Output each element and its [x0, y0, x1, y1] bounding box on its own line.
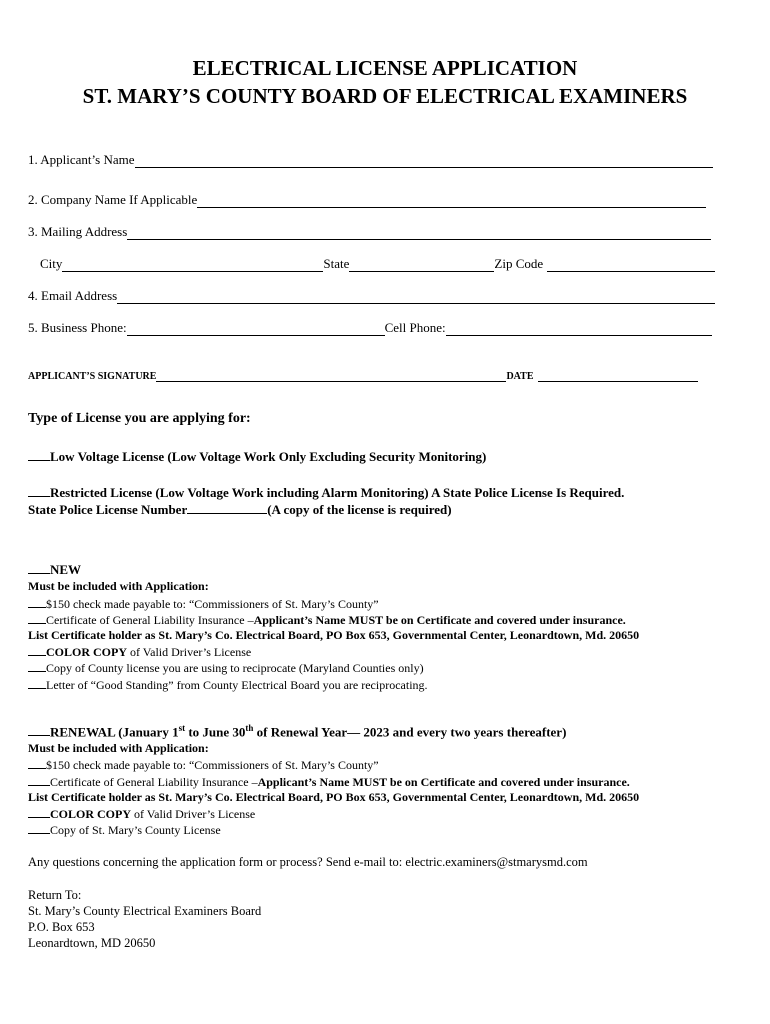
renewal-checkbox[interactable] [28, 724, 50, 736]
new-item-insurance-checkbox[interactable] [28, 612, 46, 624]
renewal-heading-part3: of Renewal Year— 2023 and every two years thereafter) [253, 724, 567, 740]
mailing-address-label: 3. Mailing Address [28, 224, 128, 239]
date-field[interactable] [538, 367, 698, 382]
date-label: DATE [506, 371, 534, 382]
cell-phone-label: Cell Phone: [384, 320, 446, 335]
new-item-good-standing-checkbox[interactable] [28, 677, 46, 689]
document-subtitle: ST. MARY’S COUNTY BOARD OF ELECTRICAL EXAMINERS [82, 84, 688, 108]
restricted-option [28, 485, 624, 501]
email-field[interactable] [117, 289, 715, 304]
renewal-item-check-label: $150 check made payable to: “Commissioners of St. Mary’s County” [46, 758, 379, 772]
email-row [28, 286, 715, 304]
new-item-check [28, 596, 379, 612]
mailing-address-field[interactable] [127, 225, 711, 240]
zip-field[interactable] [547, 257, 715, 272]
business-phone-field[interactable] [127, 321, 385, 336]
state-police-license-row [28, 502, 452, 518]
renewal-item-license [28, 806, 255, 822]
signature-label: APPLICANT’S SIGNATURE [28, 371, 157, 382]
renewal-sup-st: st [178, 723, 186, 733]
signature-row [28, 364, 698, 382]
city-state-zip-row [40, 254, 715, 272]
renewal-item-county-license [28, 822, 221, 838]
restricted-checkbox[interactable] [28, 485, 50, 497]
renewal-item-county-license-label: Copy of St. Mary’s County License [50, 823, 221, 837]
new-item-insurance-emphasis: Applicant’s Name MUST be on Certificate and covered under insurance. [253, 613, 626, 627]
new-item-license [28, 644, 251, 660]
new-item-license-emphasis: COLOR COPY [46, 645, 127, 659]
new-item-check-label: $150 check made payable to: “Commissioners of St. Mary’s County” [46, 597, 379, 611]
new-item-county-license-label: Copy of County license you are using to reciprocate (Maryland Counties only) [46, 661, 424, 675]
document-title: ELECTRICAL LICENSE APPLICATION [192, 56, 578, 80]
phone-row [28, 318, 712, 336]
company-name-field[interactable] [197, 193, 706, 208]
new-item-license-checkbox[interactable] [28, 644, 46, 656]
return-to-label: Return To: [28, 888, 82, 902]
return-address-line3: Leonardtown, MD 20650 [28, 936, 156, 950]
cell-phone-field[interactable] [446, 321, 712, 336]
new-item-county-license-checkbox[interactable] [28, 660, 46, 672]
renewal-heading-part2: to June 30 [185, 724, 246, 740]
renewal-heading [28, 723, 566, 740]
applicant-name-label: 1. Applicant’s Name [28, 152, 135, 167]
renewal-item-insurance [28, 774, 630, 790]
state-field[interactable] [349, 257, 494, 272]
city-label: City [40, 256, 63, 271]
applicant-name-row [28, 150, 713, 168]
new-heading [28, 562, 81, 578]
business-phone-label: 5. Business Phone: [28, 320, 127, 335]
low-voltage-option [28, 449, 486, 465]
restricted-label: Restricted License (Low Voltage Work including Alarm Monitoring) A State Police License Is Required. [50, 485, 625, 500]
new-checkbox[interactable] [28, 562, 50, 574]
mailing-address-row [28, 222, 711, 240]
new-heading-label: NEW [50, 562, 82, 577]
renewal-item-insurance-checkbox[interactable] [28, 774, 50, 786]
city-field[interactable] [62, 257, 323, 272]
questions-note: Any questions concerning the application form or process? Send e-mail to: electric.examiners@stmarysmd.com [28, 855, 588, 869]
new-item-insurance [28, 612, 626, 628]
applicant-name-field[interactable] [135, 153, 713, 168]
new-item-license-label: of Valid Driver’s License [127, 645, 252, 659]
renewal-item-insurance-emphasis: Applicant’s Name MUST be on Certificate and covered under insurance. [257, 775, 630, 789]
new-item-certificate-holder: List Certificate holder as St. Mary’s Co. Electrical Board, PO Box 653, Governmental Center, Leonardtown, Md. 20650 [28, 628, 640, 642]
new-item-insurance-label: Certificate of General Liability Insurance – [46, 613, 254, 627]
renewal-item-certificate-holder: List Certificate holder as St. Mary’s Co. Electrical Board, PO Box 653, Governmental Center, Leonardtown, Md. 20650 [28, 790, 640, 804]
state-label: State [323, 256, 350, 271]
zip-label: Zip Code [494, 256, 544, 271]
new-item-county-license [28, 660, 424, 676]
renewal-item-check-checkbox[interactable] [28, 757, 46, 769]
return-address-line1: St. Mary’s County Electrical Examiners Board [28, 904, 262, 918]
renewal-item-license-checkbox[interactable] [28, 806, 50, 818]
renewal-item-license-emphasis: COLOR COPY [50, 807, 131, 821]
renewal-heading-part1: RENEWAL (January 1 [50, 724, 179, 740]
company-name-row [28, 190, 706, 208]
new-must-include: Must be included with Application: [28, 579, 209, 593]
renewal-item-license-label: of Valid Driver’s License [131, 807, 256, 821]
new-item-good-standing-label: Letter of “Good Standing” from County Electrical Board you are reciprocating. [46, 678, 428, 692]
renewal-item-check [28, 757, 379, 773]
low-voltage-checkbox[interactable] [28, 449, 50, 461]
return-address-line2: P.O. Box 653 [28, 920, 95, 934]
renewal-sup-th: th [245, 723, 254, 733]
new-item-good-standing [28, 677, 428, 693]
renewal-item-insurance-label: Certificate of General Liability Insurance – [50, 775, 258, 789]
company-name-label: 2. Company Name If Applicable [28, 192, 198, 207]
state-police-license-field[interactable] [187, 502, 267, 514]
email-label: 4. Email Address [28, 288, 118, 303]
renewal-item-county-license-checkbox[interactable] [28, 822, 50, 834]
new-item-check-checkbox[interactable] [28, 596, 46, 608]
low-voltage-label: Low Voltage License (Low Voltage Work Only Excluding Security Monitoring) [50, 449, 487, 464]
signature-field[interactable] [156, 367, 506, 382]
state-police-license-note: (A copy of the license is required) [267, 502, 452, 517]
license-type-heading: Type of License you are applying for: [28, 411, 251, 426]
renewal-must-include: Must be included with Application: [28, 741, 209, 755]
state-police-license-label: State Police License Number [28, 502, 188, 517]
